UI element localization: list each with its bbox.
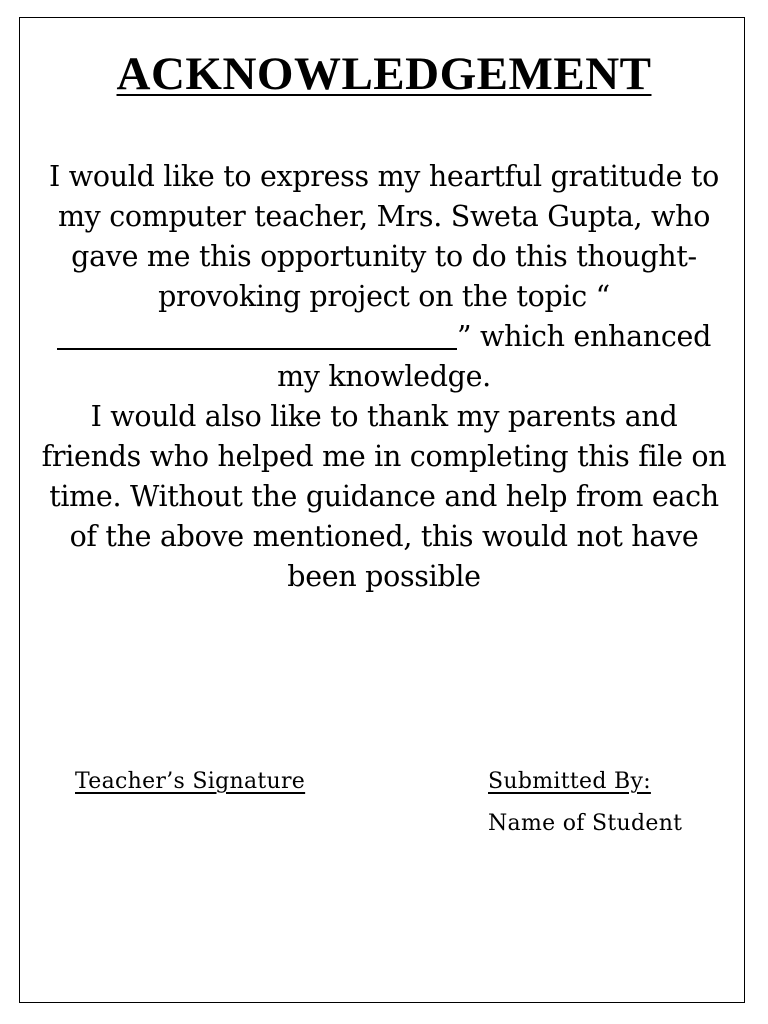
student-name-label: Name of Student	[488, 811, 683, 836]
page-title: ACKNOWLEDGEMENT	[116, 48, 652, 100]
submitted-by-label: Submitted By:	[488, 769, 651, 794]
gratitude-text-start: I would like to express my heartful gratitude to my computer teacher, Mrs. Sweta Gupta, who gave me this opportunity to do this thought-provoking project on the topic “	[49, 160, 719, 313]
gratitude-paragraph	[40, 157, 728, 397]
topic-blank-line	[57, 318, 457, 350]
thanks-paragraph: I would also like to thank my parents and friends who helped me in completing this file on time. Without the guidance and help from each of the above mentioned, this would not have been possible	[41, 400, 727, 593]
teacher-signature-label: Teacher’s Signature	[75, 769, 306, 794]
submission-block	[488, 766, 682, 850]
gratitude-text-end: ” which enhanced my knowledge.	[277, 320, 712, 393]
acknowledgement-body	[40, 157, 728, 597]
